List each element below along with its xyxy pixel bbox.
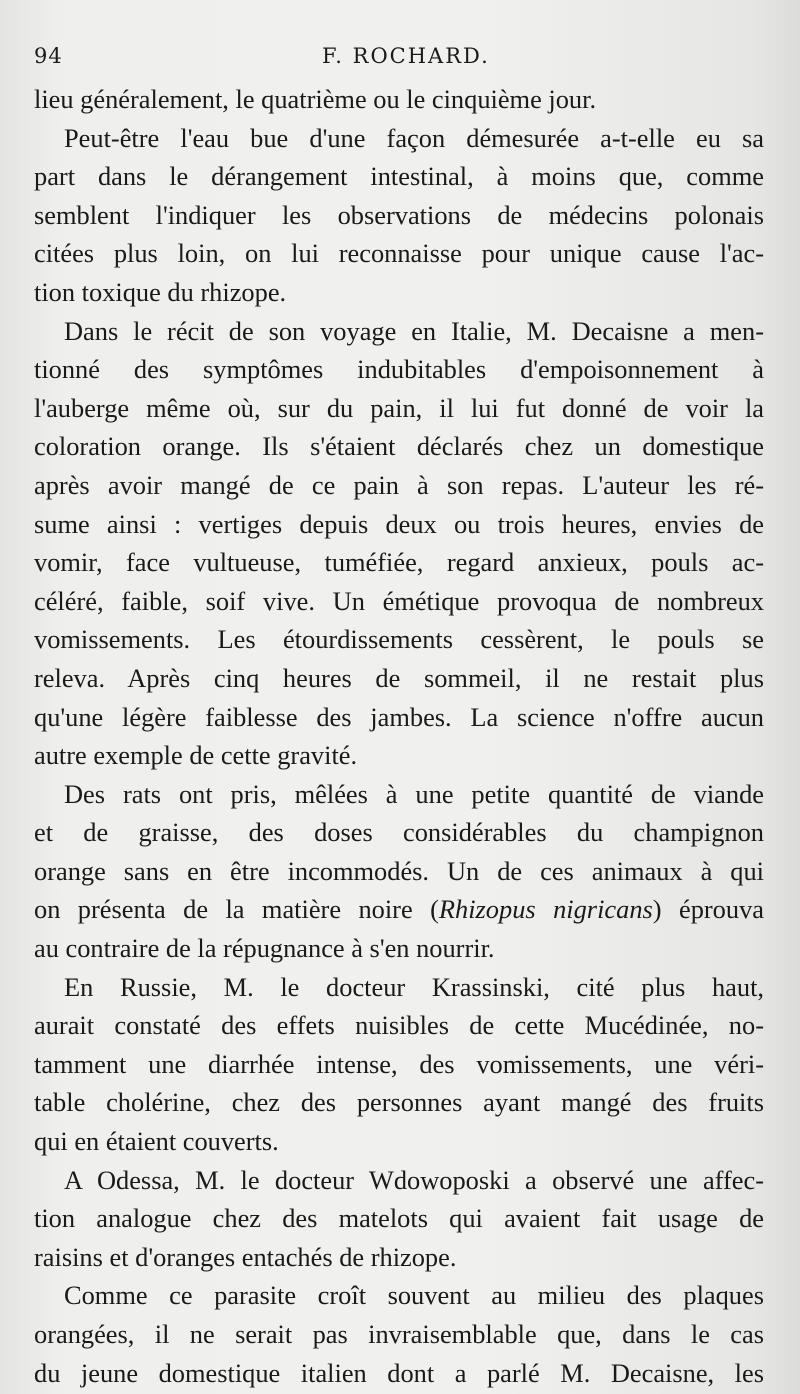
running-head bbox=[34, 44, 760, 80]
text-line: citées plus loin, on lui reconnaisse pour unique cause l'ac- bbox=[34, 238, 764, 269]
text-line-with-italic bbox=[34, 890, 764, 929]
text-line: aurait constaté des effets nuisibles de cette Mucédinée, no- bbox=[34, 1010, 764, 1041]
text-line: table cholérine, chez des personnes ayant mangé des fruits bbox=[34, 1087, 764, 1118]
text-line: tamment une diarrhée intense, des vomissements, une véri- bbox=[34, 1048, 764, 1079]
text-line: tion toxique du rhizope. bbox=[34, 276, 287, 307]
text-line: céléré, faible, soif vive. Un émétique provoqua de nombreux bbox=[34, 585, 764, 616]
text-line: lieu généralement, le quatrième ou le cinquième jour. bbox=[34, 84, 597, 114]
text-line: raisins et d'oranges entachés de rhizope. bbox=[34, 1241, 457, 1272]
paragraph bbox=[34, 80, 764, 119]
text-line: au contraire de la répugnance à s'en nourrir. bbox=[34, 933, 495, 964]
text-line: qu'une légère faiblesse des jambes. La science n'offre aucun bbox=[34, 701, 764, 732]
paragraph bbox=[34, 119, 764, 312]
running-title: F. ROCHARD. bbox=[322, 44, 490, 68]
text-line: Comme ce parasite croît souvent au milieu des plaques bbox=[64, 1280, 764, 1311]
text-line: autre exemple de cette gravité. bbox=[34, 740, 358, 771]
paragraph bbox=[34, 1276, 764, 1392]
text-line: l'auberge même où, sur du pain, il lui fut donné de voir la bbox=[34, 392, 764, 423]
text-line: Des rats ont pris, mêlées à une petite quantité de viande bbox=[64, 778, 764, 809]
text-line: part dans le dérangement intestinal, à moins que, comme bbox=[34, 161, 764, 192]
text-line: tion analogue chez des matelots qui avaient fait usage de bbox=[34, 1203, 764, 1234]
paragraph bbox=[34, 775, 764, 968]
text-fragment: on présenta de la matière noire ( bbox=[34, 894, 439, 925]
paragraph bbox=[34, 1161, 764, 1277]
text-line: sume ainsi : vertiges depuis deux ou trois heures, envies de bbox=[34, 508, 764, 539]
text-line: du jeune domestique italien dont a parlé M. Decaisne, les bbox=[34, 1357, 764, 1388]
text-line: qui en étaient couverts. bbox=[34, 1126, 279, 1157]
text-line: après avoir mangé de ce pain à son repas. L'auteur les ré- bbox=[34, 469, 764, 500]
text-line: coloration orange. Ils s'étaient déclarés chez un domestique bbox=[34, 431, 764, 462]
text-line: vomissements. Les étourdissements cessèrent, le pouls se bbox=[34, 624, 764, 655]
text-line: Peut-être l'eau bue d'une façon démesurée a-t-elle eu sa bbox=[64, 122, 764, 153]
text-line: orange sans en être incommodés. Un de ces animaux à qui bbox=[34, 855, 764, 886]
paragraph bbox=[34, 968, 764, 1161]
text-line: semblent l'indiquer les observations de médecins polonais bbox=[34, 199, 764, 230]
text-line: releva. Après cinq heures de sommeil, il ne restait plus bbox=[34, 662, 764, 693]
body-text bbox=[34, 80, 764, 1392]
text-fragment: ) éprouva bbox=[652, 894, 764, 925]
text-line: A Odessa, M. le docteur Wdowoposki a observé une affec- bbox=[64, 1164, 764, 1195]
text-line: tionné des symptômes indubitables d'empoisonnement à bbox=[34, 354, 764, 385]
text-line: orangées, il ne serait pas invraisemblable que, dans le cas bbox=[34, 1319, 764, 1349]
text-line: Dans le récit de son voyage en Italie, M. Decaisne a men- bbox=[64, 315, 764, 346]
paragraph bbox=[34, 312, 764, 775]
species-name: Rhizopus nigricans bbox=[438, 894, 653, 925]
text-line: En Russie, M. le docteur Krassinski, cité plus haut, bbox=[64, 971, 764, 1002]
text-line: et de graisse, des doses considérables du champignon bbox=[34, 817, 764, 848]
text-line: vomir, face vultueuse, tuméfiée, regard anxieux, pouls ac- bbox=[34, 547, 764, 578]
page-number: 94 bbox=[34, 44, 63, 68]
